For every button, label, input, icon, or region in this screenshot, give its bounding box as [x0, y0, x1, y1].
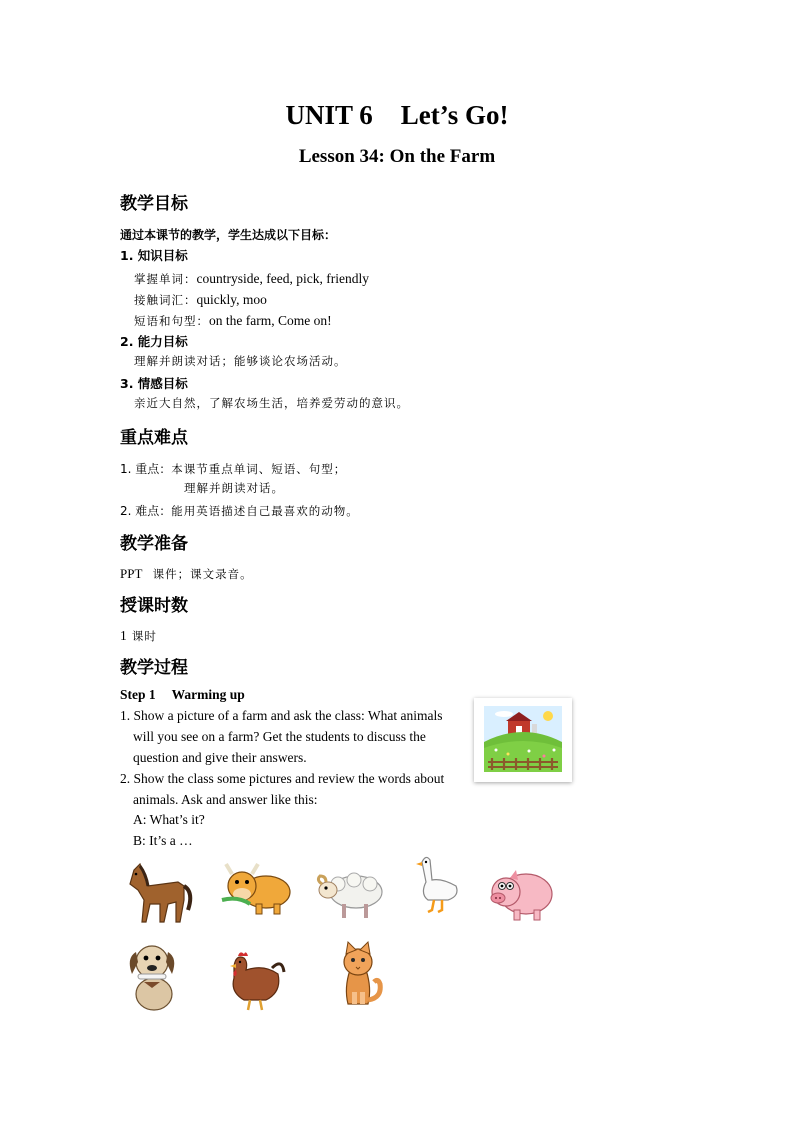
item2-line2: animals. Ask and answer like this:: [133, 792, 318, 807]
farm-illustration: [474, 698, 572, 782]
hours-heading: 授课时数: [120, 596, 188, 616]
item2-line1: 2. Show the class some pictures and review the words about: [120, 771, 445, 786]
step1-label: Step 1: [120, 687, 156, 702]
horse-picture: [124, 860, 196, 928]
preparation-text: [120, 563, 253, 582]
unit-name: Let’s Go!: [400, 100, 509, 130]
objectives-heading: 教学目标: [120, 194, 188, 214]
cow-picture: [218, 860, 294, 918]
pig-picture: [486, 864, 556, 924]
phrases-label: 短语和句型：: [134, 314, 209, 328]
master-words: countryside, feed, pick, friendly: [196, 271, 369, 286]
item1-line1: 1. Show a picture of a farm and ask the class: What animals: [120, 708, 443, 723]
master-words-label: 掌握单词：: [134, 272, 197, 286]
item1-line2: will you see on a farm? Get the students to discuss the: [133, 729, 426, 744]
dog-picture: [124, 938, 182, 1014]
farm-picture: [474, 698, 572, 782]
hen-picture: [220, 948, 286, 1014]
contact-words-label: 接触词汇：: [134, 293, 197, 307]
key-point-1-label: 1. 重点：: [120, 462, 172, 476]
preparation-heading: 教学准备: [120, 534, 188, 554]
knowledge-heading: 1. 知识目标: [120, 248, 188, 263]
dialog-b: B: It’s a …: [133, 833, 193, 848]
ppt-label: PPT: [120, 566, 143, 581]
process-heading: 教学过程: [120, 658, 188, 678]
ability-heading: 2. 能力目标: [120, 334, 188, 349]
step1-heading: [120, 687, 245, 703]
objectives-intro: 通过本课节的教学，学生达成以下目标：: [120, 228, 337, 242]
sheep-picture: [314, 866, 386, 922]
key-point-1: [120, 458, 346, 477]
preparation-items: 课件；课文录音。: [152, 567, 253, 581]
key-point-1-text: 本课节重点单词、短语、句型；: [171, 462, 347, 476]
unit-label: UNIT 6: [285, 100, 373, 130]
lesson-title: Lesson 34: On the Farm: [298, 146, 496, 167]
contact-words-line: [134, 289, 267, 308]
key-points-heading: 重点难点: [120, 428, 188, 448]
step1-title: Warming up: [171, 687, 245, 702]
contact-words: quickly, moo: [196, 292, 267, 307]
hours-num: 1: [120, 628, 127, 643]
item1-line3: question and give their answers.: [133, 750, 307, 765]
unit-title: [0, 100, 794, 131]
phrases-line: [134, 310, 332, 329]
emotion-heading: 3. 情感目标: [120, 376, 188, 391]
hours-text: [120, 625, 157, 644]
key-point-2-label: 2. 难点：: [120, 504, 172, 518]
key-point-2: [120, 500, 359, 519]
phrases: on the farm, Come on!: [209, 313, 332, 328]
emotion-text: 亲近大自然，了解农场生活，培养爱劳动的意识。: [134, 396, 409, 410]
key-point-2-text: 能用英语描述自己最喜欢的动物。: [171, 504, 359, 518]
cat-picture: [330, 940, 386, 1010]
goose-picture: [412, 852, 464, 914]
hours-unit: 课时: [131, 629, 157, 643]
master-words-line: [134, 268, 369, 287]
dialog-a: A: What’s it?: [133, 812, 205, 827]
ability-text: 理解并朗读对话；能够谈论农场活动。: [134, 354, 347, 368]
key-point-1-text-2: 理解并朗读对话。: [184, 481, 284, 495]
